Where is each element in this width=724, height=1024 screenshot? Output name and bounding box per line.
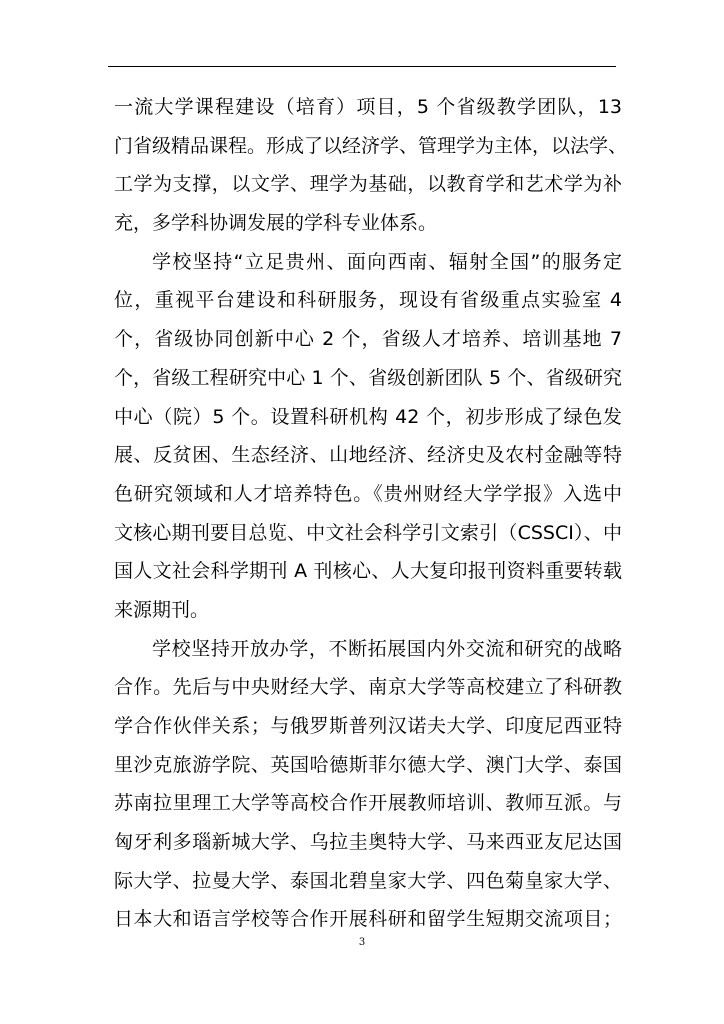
header-rule [108,66,616,67]
text-line: 个，省级协同创新中心 2 个，省级人才培养、培训基地 7 [114,328,622,351]
text-line: 来源期刊。 [114,598,210,621]
text-line: 位，重视平台建设和科研服务，现设有省级重点实验室 4 [114,289,622,312]
text-line: 匈牙利多瑙新城大学、乌拉圭奥特大学、马来西亚友尼达国 [114,831,622,854]
text-line: 苏南拉里理工大学等高校合作开展教师培训、教师互派。与 [114,792,622,815]
text-line: 工学为支撑，以文学、理学为基础，以教育学和艺术学为补 [114,173,622,196]
text-line: 色研究领域和人才培养特色。《贵州财经大学学报》入选中 [114,482,622,505]
text-line: 一流大学课程建设（培育）项目，5 个省级教学团队，13 [114,96,622,118]
text-line: 日本大和语言学校等合作开展科研和留学生短期交流项目； [114,908,622,931]
text-line: 门省级精品课程。形成了以经济学、管理学为主体，以法学、 [114,134,628,157]
text-line: 里沙克旅游学院、英国哈德斯菲尔德大学、澳门大学、泰国 [114,753,622,776]
paragraph-first-line: 学校坚持开放办学，不断拓展国内外交流和研究的战略 [152,637,622,660]
text-line: 际大学、拉曼大学、泰国北碧皇家大学、四色菊皇家大学、 [114,869,622,892]
page-number: 3 [358,937,366,948]
text-line: 展、反贫困、生态经济、山地经济、经济史及农村金融等特 [114,444,622,467]
text-line: 学合作伙伴关系；与俄罗斯普列汉诺夫大学、印度尼西亚特 [114,715,622,737]
body-text [114,88,628,939]
text-line: 中心（院）5 个。设置科研机构 42 个，初步形成了绿色发 [114,405,622,428]
paragraph-first-line: 学校坚持“立足贵州、面向西南、辐射全国”的服务定 [152,250,622,273]
text-line: 文核心期刊要目总览、中文社会科学引文索引（CSSCI）、中 [114,521,622,544]
text-line: 合作。先后与中央财经大学、南京大学等高校建立了科研教 [114,676,622,699]
text-line: 充，多学科协调发展的学科专业体系。 [114,212,438,235]
text-line: 国人文社会科学期刊 A 刊核心、人大复印报刊资料重要转载 [114,560,622,583]
text-line: 个，省级工程研究中心 1 个、省级创新团队 5 个、省级研究 [114,366,622,389]
